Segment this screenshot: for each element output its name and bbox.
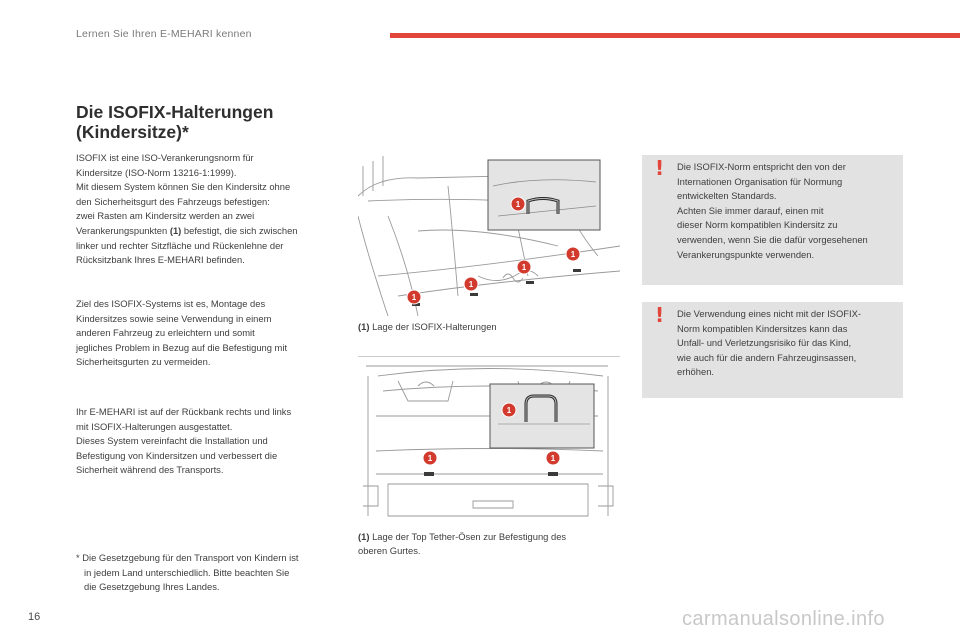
text-line: erhöhen. <box>677 366 715 378</box>
text-line: entwickelten Standards. <box>677 190 777 202</box>
warning-box-norm <box>642 155 903 285</box>
text-line: Verankerungspunkten <box>76 224 170 236</box>
text-line: anderen Fahrzeug zu erleichtern und somit <box>76 327 255 339</box>
reference-number: (1) <box>169 224 182 236</box>
text-line: Ihr E-MEHARI ist auf der Rückbank rechts und links <box>76 406 292 417</box>
marker-label: 1 <box>468 280 474 289</box>
text-line: zwei Rasten am Kindersitz werden an zwei <box>76 210 255 222</box>
isofix-seat-illustration <box>358 156 620 316</box>
text-line: Kindersitzes sowie seine Verwendung in einem <box>76 312 272 324</box>
equipment-paragraph <box>76 405 344 478</box>
caption-number: (1) <box>358 321 370 332</box>
text-line: Achten Sie immer darauf, einen mit <box>677 204 824 216</box>
page-title-line-1: Die ISOFIX-Halterungen <box>76 102 274 122</box>
marker-label: 1 <box>411 293 417 302</box>
caption-text: oberen Gurtes. <box>358 545 421 556</box>
text-line: dieser Norm kompatiblen Kindersitz zu <box>677 219 838 231</box>
footnote <box>76 551 344 595</box>
text-line: den Sicherheitsgurt des Fahrzeugs befestigen: <box>76 195 270 207</box>
caption-text: Lage der ISOFIX-Halterungen <box>369 321 497 332</box>
header-section-title: Lernen Sie Ihren E-MEHARI kennen <box>76 28 252 40</box>
page-number: 16 <box>28 611 41 623</box>
text-line: Kindersitze (ISO-Norm 13216-1:1999). <box>76 166 237 178</box>
text-line: wie auch für die andern Fahrzeuginsassen, <box>677 351 857 363</box>
text-line: Ziel des ISOFIX-Systems ist es, Montage des <box>76 298 266 309</box>
warning-icon: ! <box>655 156 665 180</box>
text-line: * Die Gesetzgebung für den Transport von Kindern ist <box>76 552 299 563</box>
text-line: Die ISOFIX-Norm entspricht den von der <box>677 161 846 172</box>
text-line: Dieses System vereinfacht die Installation und <box>76 435 268 447</box>
marker-label: 1 <box>515 200 521 209</box>
watermark: carmanualsonline.info <box>682 608 885 630</box>
text-line: Sicherheit während des Transports. <box>76 464 224 476</box>
text-line: Rücksitzbank Ihres E-MEHARI befinden. <box>76 254 245 266</box>
figure-caption-top-tether <box>358 530 620 558</box>
page-title <box>76 102 356 142</box>
header-accent-bar <box>390 33 960 38</box>
text-line: Sicherheitsgurten zu vermeiden. <box>76 356 211 368</box>
caption-text: Lage der Top Tether-Ösen zur Befestigung des <box>369 531 567 542</box>
warning-icon: ! <box>655 303 665 327</box>
text-line: Verankerungspunkte verwenden. <box>677 248 815 260</box>
text-line: ISOFIX ist eine ISO-Verankerungsnorm für <box>76 152 254 163</box>
text-line: Die Verwendung eines nicht mit der ISOFIX- <box>677 308 861 319</box>
marker-label: 1 <box>570 250 576 259</box>
marker-label: 1 <box>550 454 556 463</box>
purpose-paragraph <box>76 297 344 370</box>
text-line: die Gesetzgebung Ihres Landes. <box>84 581 220 593</box>
page-title-line-2: (Kindersitze)* <box>76 122 189 142</box>
intro-paragraph <box>76 151 344 268</box>
caption-number: (1) <box>358 531 370 542</box>
marker-label: 1 <box>521 263 527 272</box>
text-line: Befestigung von Kindersitzen und verbessert die <box>76 449 278 461</box>
marker-label: 1 <box>427 454 433 463</box>
text-line: verwenden, wenn Sie die dafür vorgesehenen <box>677 233 868 245</box>
text-line: in jedem Land unterschiedlich. Bitte beachten Sie <box>84 566 290 578</box>
text-line: linker und rechter Sitzfläche und Rückenlehne der <box>76 239 284 251</box>
text-line: Internationen Organisation für Normung <box>677 175 843 187</box>
text-line: Unfall- und Verletzungsrisiko für das Kind, <box>677 337 852 349</box>
text-line: befestigt, die sich zwischen <box>181 224 298 236</box>
warning-box-risk <box>642 302 903 398</box>
text-line: Mit diesem System können Sie den Kindersitz ohne <box>76 181 291 193</box>
text-line: mit ISOFIX-Halterungen ausgestattet. <box>76 420 233 432</box>
marker-label: 1 <box>506 406 512 415</box>
figure-caption-isofix <box>358 320 620 334</box>
text-line: Norm kompatiblen Kindersitzes kann das <box>677 322 848 334</box>
text-line: jegliches Problem in Bezug auf die Befestigung mit <box>76 341 288 353</box>
top-tether-illustration <box>358 356 620 522</box>
